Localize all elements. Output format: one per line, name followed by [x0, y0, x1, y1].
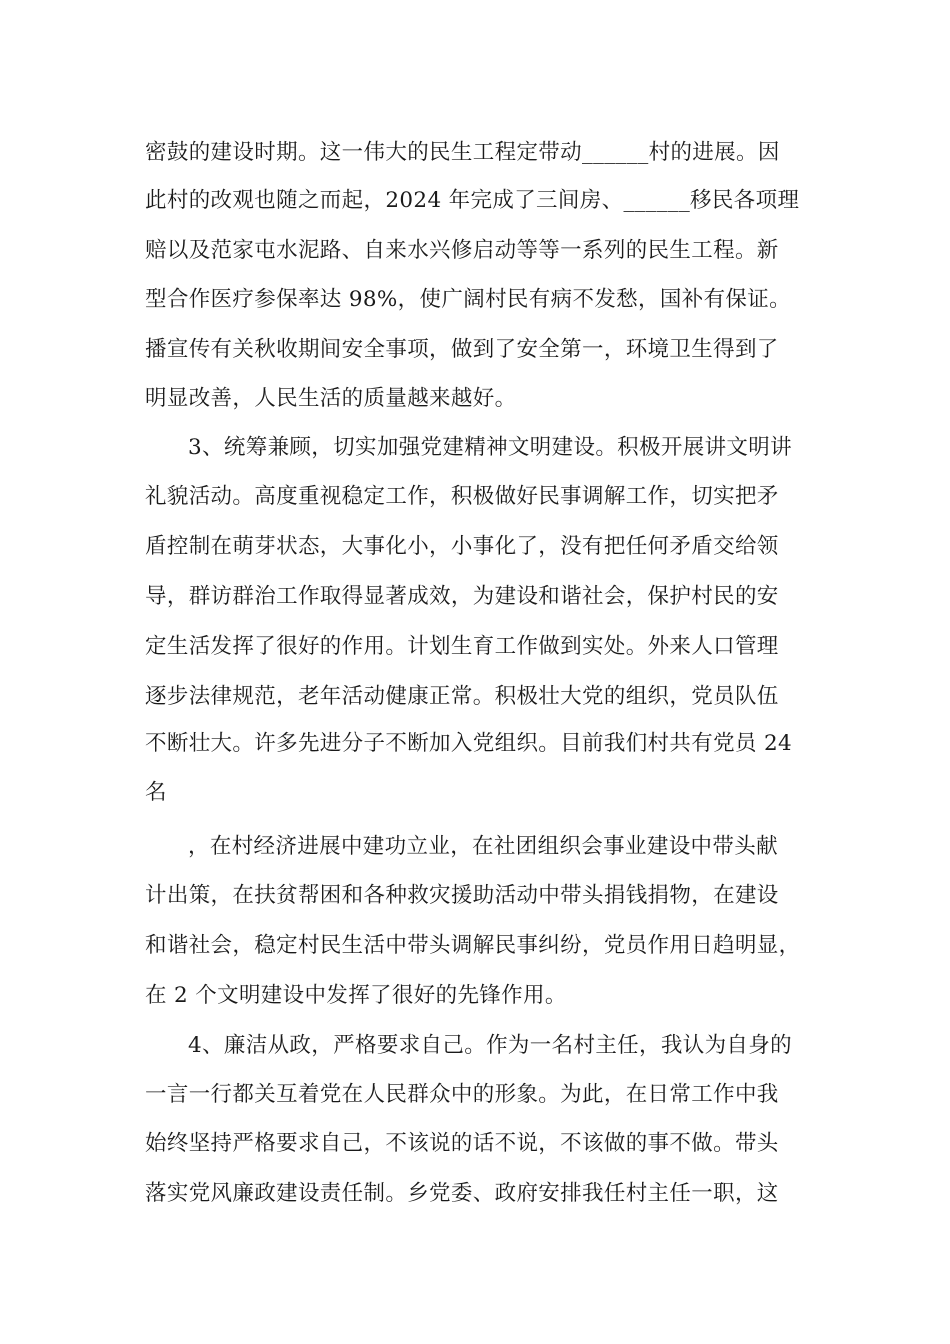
text-line: 礼貌活动。高度重视稳定工作，积极做好民事调解工作，切实把矛 [145, 484, 779, 509]
text-line: 名 [145, 780, 167, 805]
text-line: 不断壮大。许多先进分子不断加入党组织。目前我们村共有党员 24 [145, 731, 793, 756]
text-line: 定生活发挥了很好的作用。计划生育工作做到实处。外来人口管理 [145, 634, 779, 659]
text-line: 盾控制在萌芽状态，大事化小，小事化了，没有把任何矛盾交给领 [145, 534, 779, 559]
text-line: 一言一行都关互着党在人民群众中的形象。为此，在日常工作中我 [145, 1082, 779, 1107]
text-line: 明显改善，人民生活的质量越来越好。 [145, 386, 517, 411]
text-line: 逐步法律规范，老年活动健康正常。积极壮大党的组织，党员队伍 [145, 684, 779, 709]
text-line: 型合作医疗参保率达 98%，使广阔村民有病不发愁，国补有保证。 [145, 287, 791, 312]
text-line: 在 2 个文明建设中发挥了很好的先锋作用。 [145, 983, 567, 1008]
text-line: 播宣传有关秋收期间安全事项，做到了安全第一，环境卫生得到了 [145, 337, 779, 362]
text-line: 导，群访群治工作取得显著成效，为建设和谐社会，保护村民的安 [145, 584, 779, 609]
text-line: 始终坚持严格要求自己，不该说的话不说，不该做的事不做。带头 [145, 1131, 779, 1156]
text-line: 和谐社会，稳定村民生活中带头调解民事纠纷，党员作用日趋明显， [145, 933, 801, 958]
text-line: 此村的改观也随之而起，2024 年完成了三间房、______移民各项理 [145, 188, 800, 213]
text-line: 赔以及范家屯水泥路、自来水兴修启动等等一系列的民生工程。新 [145, 238, 779, 263]
paragraph-3-first-line: 3、统筹兼顾，切实加强党建精神文明建设。积极开展讲文明讲 [188, 435, 792, 460]
text-line: 计出策，在扶贫帮困和各种救灾援助活动中带头捐钱捐物，在建设 [145, 883, 779, 908]
paragraph-4-first-line: 4、廉洁从政，严格要求自己。作为一名村主任，我认为自身的 [188, 1033, 792, 1058]
text-line: 落实党风廉政建设责任制。乡党委、政府安排我任村主任一职，这 [145, 1181, 779, 1206]
text-line: ，在村经济进展中建功立业，在社团组织会事业建设中带头献 [188, 834, 778, 859]
text-line: 密鼓的建设时期。这一伟大的民生工程定带动______村的进展。因 [145, 140, 780, 165]
